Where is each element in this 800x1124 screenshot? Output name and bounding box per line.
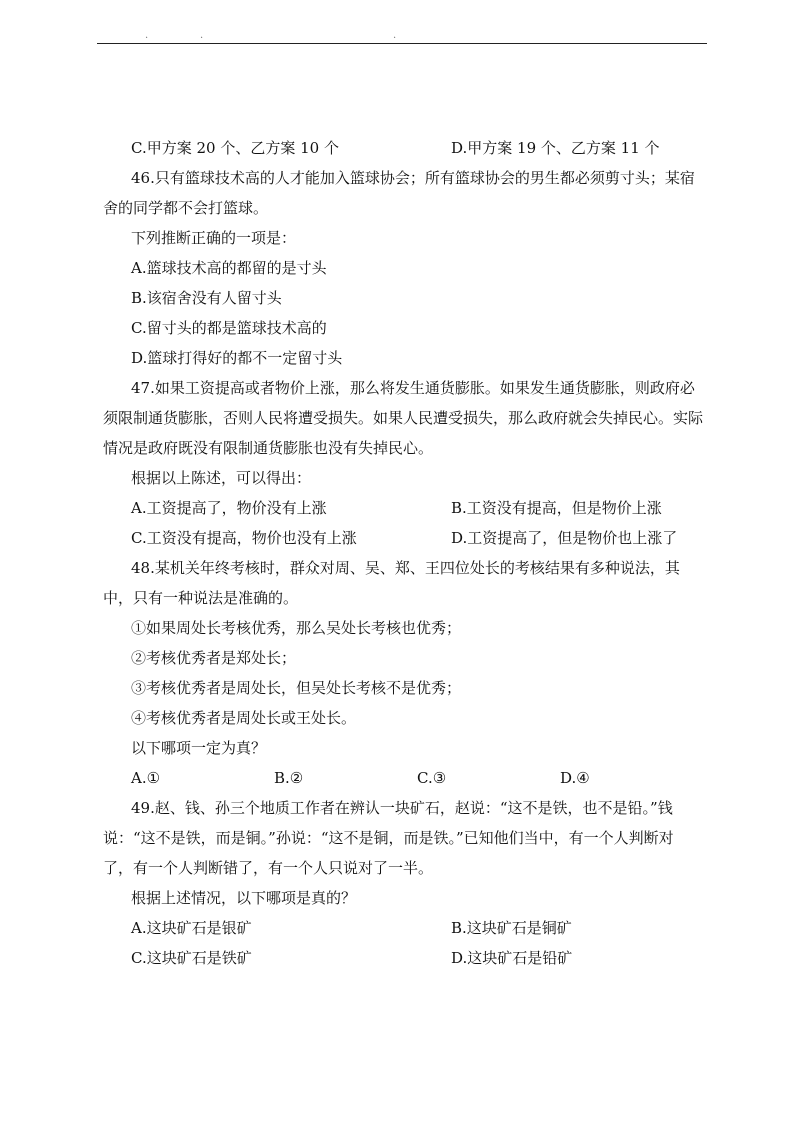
q49-option-d: D.这块矿石是铅矿 — [451, 949, 573, 967]
q48-option-b: B.② — [274, 769, 304, 787]
q47-option-a: A.工资提高了，物价没有上涨 — [131, 499, 327, 517]
header-dot: . — [393, 30, 397, 41]
q46-option-d: D.篮球打得好的都不一定留寸头 — [131, 349, 343, 367]
q48-statement-1: ①如果周处长考核优秀，那么吴处长考核也优秀； — [131, 619, 462, 637]
q47-option-c: C.工资没有提高，物价也没有上涨 — [131, 529, 357, 547]
q47-option-d: D.工资提高了，但是物价也上涨了 — [451, 529, 678, 547]
q48-option-c: C.③ — [417, 769, 447, 787]
q47-stem: 47.如果工资提高或者物价上涨，那么将发生通货膨胀。如果发生通货膨胀，则政府必须限制通货膨胀，否则人民将遭受损失。如果人民遭受损失，那么政府就会失掉民心。实际情况是政府既没有限制通货膨胀也没有失掉民心。 — [103, 379, 704, 457]
q49-options-row-1 — [103, 913, 703, 943]
q47-prompt: 根据以上陈述，可以得出： — [131, 469, 312, 487]
q45-options-row — [103, 133, 703, 163]
q46-prompt: 下列推断正确的一项是： — [131, 229, 297, 247]
q46-stem: 46.只有篮球技术高的人才能加入篮球协会；所有篮球协会的男生都必须剪寸头；某宿舍的同学都不会打篮球。 — [103, 169, 695, 217]
q49-stem: 49.赵、钱、孙三个地质工作者在辨认一块矿石，赵说：“这不是铁，也不是铅。”钱说：“这不是铁，而是铜。”孙说：“这不是铜，而是铁。”已知他们当中，有一个人判断对了，有一个人判断错了，有一个人只说对了一半。 — [103, 799, 674, 877]
q45-option-c: C.甲方案 20 个、乙方案 10 个 — [131, 139, 339, 157]
header-rule — [97, 43, 707, 44]
q48-stem: 48.某机关年终考核时，群众对周、吴、郑、王四位处长的考核结果有多种说法，其中，只有一种说法是准确的。 — [103, 559, 680, 607]
q47-option-b: B.工资没有提高，但是物价上涨 — [451, 499, 662, 517]
q48-options-row — [103, 763, 703, 793]
q46-option-a: A.篮球技术高的都留的是寸头 — [131, 259, 327, 277]
q48-option-a: A.① — [131, 769, 161, 787]
q46-option-b: B.该宿舍没有人留寸头 — [131, 289, 282, 307]
q46-option-c: C.留寸头的都是篮球技术高的 — [131, 319, 327, 337]
q48-statement-3: ③考核优秀者是周处长，但吴处长考核不是优秀； — [131, 679, 462, 697]
q47-options-row-2 — [103, 523, 703, 553]
header-dot: . — [200, 30, 204, 41]
q45-option-d: D.甲方案 19 个、乙方案 11 个 — [451, 139, 660, 157]
q49-option-b: B.这块矿石是铜矿 — [451, 919, 572, 937]
q47-options-row-1 — [103, 493, 703, 523]
header-dot: . — [145, 30, 149, 41]
document-body — [103, 133, 703, 973]
q49-option-a: A.这块矿石是银矿 — [131, 919, 252, 937]
q49-options-row-2 — [103, 943, 703, 973]
q48-prompt: 以下哪项一定为真？ — [131, 739, 267, 757]
q48-option-d: D.④ — [560, 769, 590, 787]
q48-statement-4: ④考核优秀者是周处长或王处长。 — [131, 709, 357, 727]
q48-statement-2: ②考核优秀者是郑处长； — [131, 649, 297, 667]
q49-option-c: C.这块矿石是铁矿 — [131, 949, 252, 967]
q49-prompt: 根据上述情况，以下哪项是真的？ — [131, 889, 357, 907]
